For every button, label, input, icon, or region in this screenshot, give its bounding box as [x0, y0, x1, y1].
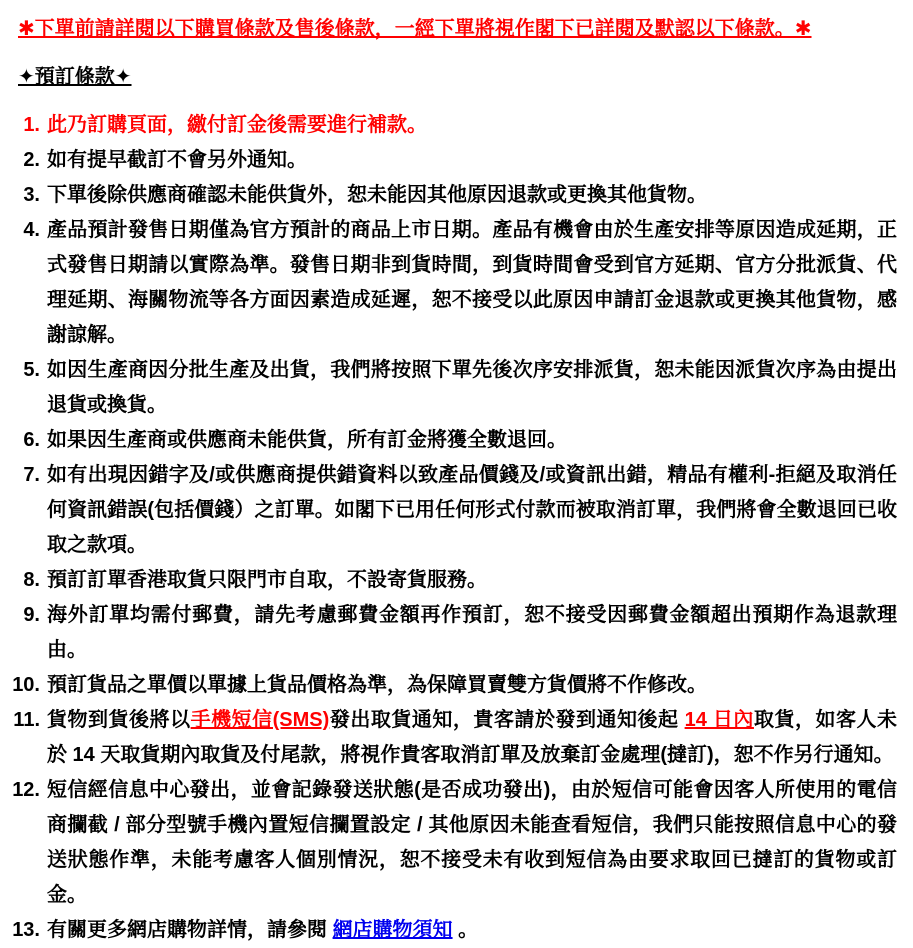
- term-number: 5.: [23, 359, 40, 381]
- term-item: [10, 458, 903, 563]
- term-item: [10, 213, 903, 353]
- term-number: 7.: [23, 464, 40, 486]
- term-item: [10, 598, 903, 668]
- term-item: [10, 423, 903, 458]
- term-text-segment: 發出取貨通知，貴客請於發到通知後起: [329, 709, 685, 731]
- term-number: 13.: [12, 919, 40, 941]
- pickup-deadline-highlight: 14 日內: [684, 709, 754, 731]
- term-number: 1.: [23, 114, 40, 136]
- term-item: [10, 143, 903, 178]
- term-text: 如有提早截訂不會另外通知。: [47, 149, 307, 171]
- terms-list: [10, 108, 903, 948]
- purchase-notice: ✱下單前請詳閱以下購買條款及售後條款，一經下單將視作閣下已詳閱及默認以下條款。✱: [18, 18, 812, 40]
- term-text: [47, 703, 903, 773]
- term-text: 預訂貨品之單價以單據上貨品價格為準，為保障買賣雙方貨價將不作修改。: [47, 674, 707, 696]
- term-item: [10, 178, 903, 213]
- term-text: 短信經信息中心發出，並會記錄發送狀態(是否成功發出)，由於短信可能會因客人所使用的電信商攔截 / 部分型號手機內置短信攔置設定 / 其他原因未能查看短信，我們只能按照信息中心的發送狀態作準，未能考慮客人個別情況，恕不接受未有收到短信為由要求取回已撻訂的貨物或訂金。: [47, 779, 897, 906]
- term-number: 6.: [23, 429, 40, 451]
- term-text: 如因生產商因分批生產及出貨，我們將按照下單先後次序安排派貨，恕未能因派貨次序為由提出退貨或換貨。: [47, 359, 897, 416]
- term-text: 如有出現因錯字及/或供應商提供錯資料以致產品價錢及/或資訊出錯，精品有權利-拒絕及取消任何資訊錯誤(包括價錢）之訂單。如閣下已用任何形式付款而被取消訂單，我們將會全數退回已收取之款項。: [47, 464, 897, 556]
- term-number: 11.: [13, 709, 40, 731]
- term-text-segment: 有關更多網店購物詳情，請參閱: [47, 919, 333, 941]
- term-item: [10, 563, 903, 598]
- term-item: [10, 668, 903, 703]
- term-number: 4.: [23, 219, 40, 241]
- term-number: 3.: [23, 184, 40, 206]
- term-number: 12.: [12, 779, 40, 801]
- term-text-segment: 貨物到貨後將以: [47, 709, 191, 731]
- term-item: [10, 913, 903, 948]
- term-number: 10.: [12, 674, 40, 696]
- term-text: 海外訂單均需付郵費，請先考慮郵費金額再作預訂，恕不接受因郵費金額超出預期作為退款理由。: [47, 604, 897, 661]
- term-item: [10, 353, 903, 423]
- term-number: 8.: [23, 569, 40, 591]
- term-item: [10, 108, 903, 143]
- sms-notice-highlight: 手機短信(SMS): [190, 709, 330, 731]
- term-text-segment: 取貨，如客人未於 14 天取貨期內取貨及付尾款，將視作貴客取消訂單及放棄訂金處理(撻訂)，恕不作另行通知。: [47, 709, 898, 766]
- section-title-preorder-terms: ✦預訂條款✦: [18, 66, 132, 88]
- term-text: 產品預計發售日期僅為官方預計的商品上市日期。產品有機會由於生產安排等原因造成延期，正式發售日期請以實際為準。發售日期非到貨時間，到貨時間會受到官方延期、官方分批派貨、代理延期、海關物流等各方面因素造成延遲，恕不接受以此原因申請訂金退款或更換其他貨物，感謝諒解。: [47, 219, 897, 346]
- term-number: 2.: [23, 149, 40, 171]
- term-text: 如果因生產商或供應商未能供貨，所有訂金將獲全數退回。: [47, 429, 567, 451]
- term-text: [47, 913, 903, 948]
- term-number: 9.: [23, 604, 40, 626]
- term-item: [10, 773, 903, 913]
- term-item: [10, 703, 903, 773]
- term-text: 此乃訂購頁面，繳付訂金後需要進行補款。: [47, 114, 427, 136]
- term-text-segment: 。: [452, 919, 479, 941]
- term-text: 下單後除供應商確認未能供貨外，恕未能因其他原因退款或更換其他貨物。: [47, 184, 707, 206]
- store-shopping-guide-link[interactable]: 網店購物須知: [332, 919, 453, 941]
- term-text: 預訂訂單香港取貨只限門市自取，不設寄貨服務。: [47, 569, 487, 591]
